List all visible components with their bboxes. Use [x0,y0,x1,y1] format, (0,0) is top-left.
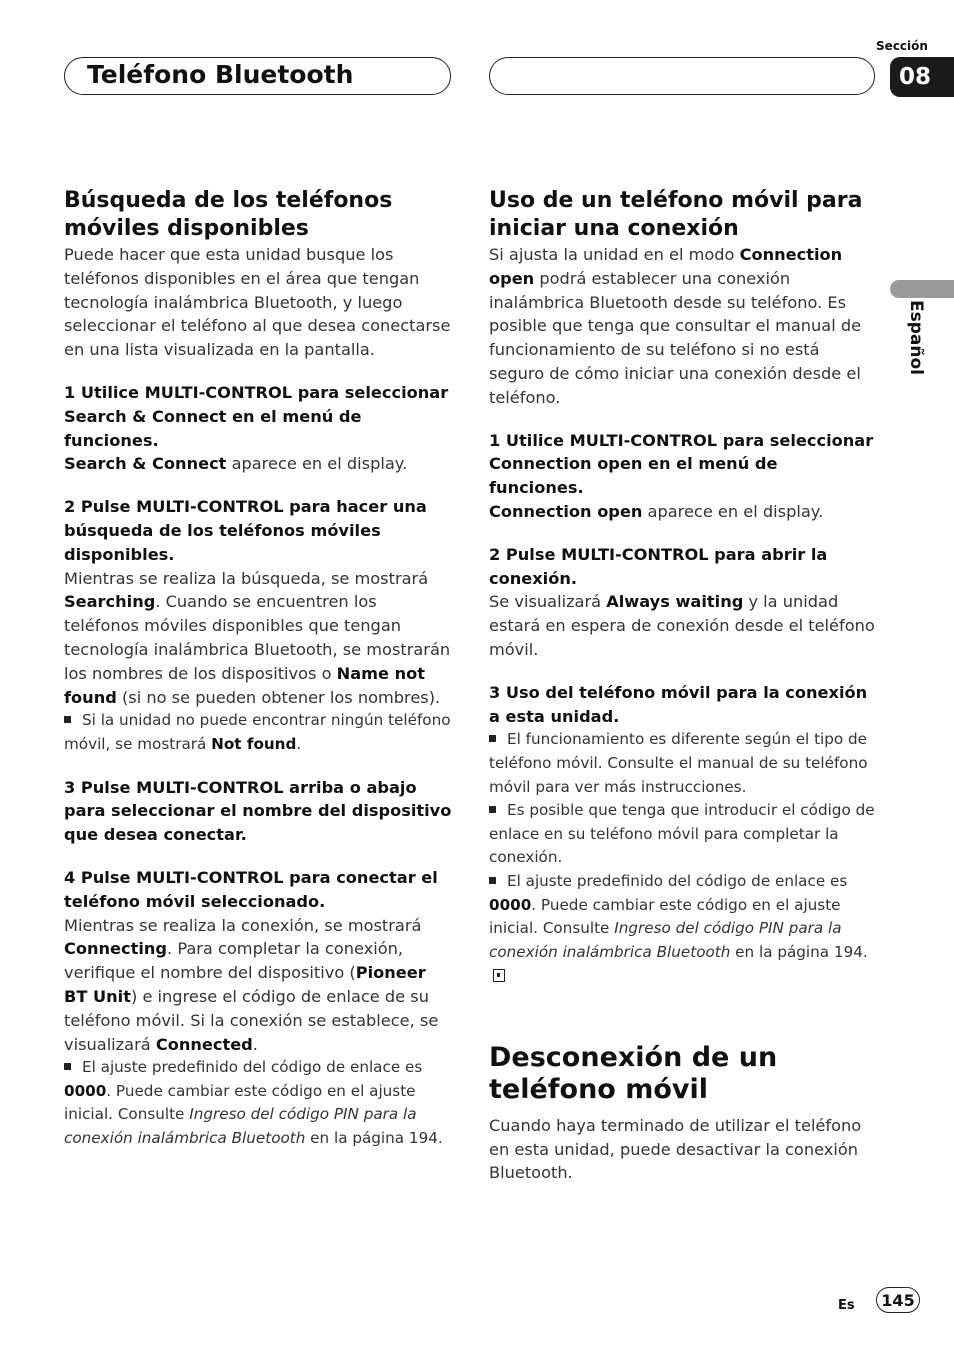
step-4-note: El ajuste predefinido del código de enlace es 0000. Puede cambiar este código en el ajuste inicial. Consulte Ingreso del código PIN para la conexión inalámbrica Bluetooth en la página 194. [64,1058,443,1148]
disconnect-description: Cuando haya terminado de utilizar el teléfono en esta unidad, puede desactivar la conexión Bluetooth. [489,1115,862,1183]
header-blank-frame [489,57,875,95]
page-title: Teléfono Bluetooth [87,60,354,89]
step-4-description: Mientras se realiza la conexión, se mostrará Connecting. Para completar la conexión, verifique el nombre del dispositivo (Pioneer BT Unit) e ingrese el código de enlace de su teléfono móvil. Si la conexión se establece, se visualizará Connected. [64,915,439,1054]
step-1-title: 1 Utilice MULTI-CONTROL para seleccionar Search & Connect en el menú de funciones. [64,382,449,450]
step-3-title: 3 Pulse MULTI-CONTROL arriba o abajo para seleccionar el nombre del dispositivo que desea conectar. [64,777,452,845]
r-step-2-description: Se visualizará Always waiting y la unidad estará en espera de conexión desde el teléfono móvil. [489,592,875,659]
bullet-icon [64,1063,71,1070]
section-heading-search: Búsqueda de los teléfonos móviles disponibles [64,188,393,241]
r-step-3-note-2: Es posible que tenga que introducir el código de enlace en su teléfono móvil para completar la conexión. [489,801,875,867]
step-2-description: Mientras se realiza la búsqueda, se mostrará Searching. Cuando se encuentren los teléfonos móviles disponibles que tengan tecnología inalámbrica Bluetooth, se mostrarán los nombres de los dispositivos o Name not found (si no se pueden obtener los nombres). [64,568,451,707]
connection-intro: Si ajusta la unidad en el modo Connection open podrá establecer una conexión inalámbrica Bluetooth desde su teléfono. Es posible que tenga que consultar el manual de funcionamiento de su teléfono si no está seguro de cómo iniciar una conexión desde el teléfono. [489,245,862,407]
r-step-3-note-1: El funcionamiento es diferente según el tipo de teléfono móvil. Consulte el manual de su teléfono móvil para ver más instrucciones. [489,730,868,796]
bullet-icon [489,735,496,742]
page-number: 145 [876,1287,920,1313]
r-step-3-title: 3 Uso del teléfono móvil para la conexión a esta unidad. [489,682,868,726]
step-4-title: 4 Pulse MULTI-CONTROL para conectar el teléfono móvil seleccionado. [64,867,438,911]
step-1-result: Search & Connect aparece en el display. [64,454,408,474]
right-column [489,187,877,1185]
step-2-note: Si la unidad no puede encontrar ningún teléfono móvil, se mostrará Not found. [64,711,451,753]
section-label: Sección [876,39,928,53]
step-2-title: 2 Pulse MULTI-CONTROL para hacer una búsqueda de los teléfonos móviles disponibles. [64,497,427,564]
r-step-1-title: 1 Utilice MULTI-CONTROL para seleccionar Connection open en el menú de funciones. [489,430,874,498]
search-intro: Puede hacer que esta unidad busque los teléfonos disponibles en el área que tengan tecnología inalámbrica Bluetooth, y luego seleccionar el teléfono al que desea conectarse en una lista visualizada en la pantalla. [64,245,451,360]
r-step-3-note-3: El ajuste predefinido del código de enlace es 0000. Puede cambiar este código en el ajuste inicial. Consulte Ingreso del código PIN para la conexión inalámbrica Bluetooth en la página 194. [489,870,877,988]
header-title-frame [64,57,451,95]
language-tab-marker [890,280,954,298]
end-of-section-icon [493,969,505,982]
left-column [64,187,452,1151]
section-number-badge: 08 [890,57,954,97]
r-step-2-title: 2 Pulse MULTI-CONTROL para abrir la conexión. [489,544,828,588]
bullet-icon [489,806,496,813]
section-heading-connection: Uso de un teléfono móvil para iniciar una conexión [489,188,863,241]
r-step-1-result: Connection open aparece en el display. [489,501,824,521]
footer-language-code: Es [838,1298,855,1313]
bullet-icon [489,877,496,884]
bullet-icon [64,716,71,723]
language-tab-label: Español [906,300,926,375]
section-heading-disconnect: Desconexión de un teléfono móvil [489,1041,778,1105]
